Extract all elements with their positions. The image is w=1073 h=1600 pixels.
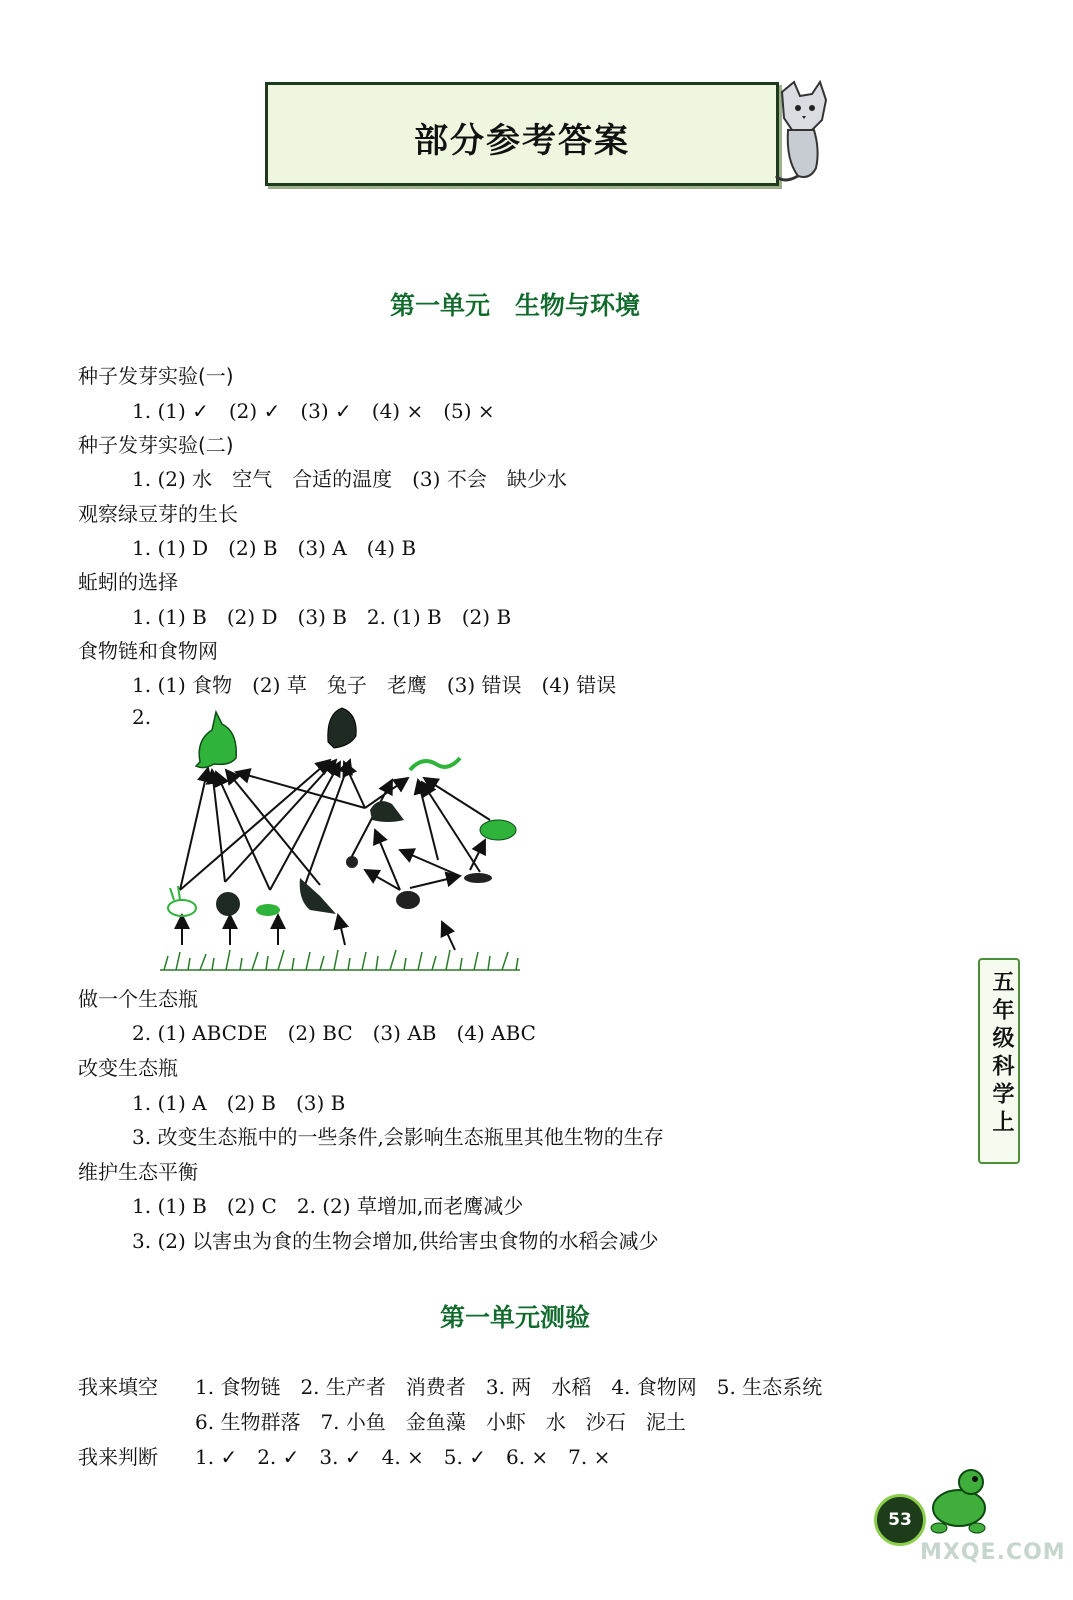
owl-icon: [328, 708, 356, 748]
judge-answers: 1. ✓ 2. ✓ 3. ✓ 4. × 5. ✓ 6. × 7. ×: [195, 1445, 611, 1469]
judge-label: 我来判断: [78, 1445, 158, 1469]
section-title: 观察绿豆芽的生长: [78, 502, 238, 526]
fill-blank-answers-line-1: 1. 食物链 2. 生产者 消费者 3. 两 水稻 4. 食物网 5. 生态系统: [195, 1375, 823, 1399]
food-web-diagram: [160, 700, 530, 980]
mouse-icon: [256, 904, 280, 916]
section-title: 蚯蚓的选择: [78, 570, 178, 594]
fill-blank-label: 我来填空: [78, 1375, 158, 1399]
spider-icon: [346, 856, 358, 868]
bird-icon: [370, 801, 404, 822]
title-banner: [265, 82, 779, 186]
section-title: 改变生态瓶: [78, 1056, 178, 1080]
turtle-mascot-icon: [915, 1462, 995, 1542]
section-title: 维护生态平衡: [78, 1160, 198, 1184]
squirrel-icon: [216, 892, 240, 916]
answer-line: 1. (1) B (2) D (3) B 2. (1) B (2) B: [132, 605, 512, 629]
page-title: 部分参考答案: [414, 121, 630, 161]
section-title: 食物链和食物网: [78, 639, 218, 663]
answer-line: 1. (1) ✓ (2) ✓ (3) ✓ (4) × (5) ×: [132, 399, 495, 423]
grade-subject-label: 五年级科学上: [989, 970, 1015, 1138]
rabbit-icon: [168, 886, 196, 916]
snake-icon: [410, 758, 460, 770]
answer-line: 1. (2) 水 空气 合适的温度 (3) 不会 缺少水: [132, 467, 567, 491]
answer-line: 1. (1) 食物 (2) 草 兔子 老鹰 (3) 错误 (4) 错误: [132, 673, 617, 697]
section-title: 做一个生态瓶: [78, 987, 198, 1011]
answer-line: 3. 改变生态瓶中的一些条件,会影响生态瓶里其他生物的生存: [132, 1125, 664, 1149]
fox-icon: [196, 712, 236, 768]
cricket-icon: [464, 873, 492, 883]
answer-line: 1. (1) A (2) B (3) B: [132, 1091, 346, 1115]
unit-1-test-heading: 第一单元测验: [439, 1303, 590, 1332]
answer-line: 3. (2) 以害虫为食的生物会增加,供给害虫食物的水稻会减少: [132, 1229, 659, 1253]
watermark: MXQE.COM: [920, 1540, 1066, 1565]
page-number: 53: [874, 1494, 926, 1546]
answer-line: 2. (1) ABCDE (2) BC (3) AB (4) ABC: [132, 1021, 536, 1045]
answer-line: 2.: [132, 705, 152, 729]
beetle-icon: [396, 891, 420, 909]
section-title: 种子发芽实验(二): [78, 433, 234, 457]
fill-blank-answers-line-2: 6. 生物群落 7. 小鱼 金鱼藻 小虾 水 沙石 泥土: [195, 1410, 686, 1434]
grade-subject-tab: [978, 958, 1020, 1164]
unit-1-heading: 第一单元 生物与环境: [389, 291, 640, 320]
answer-line: 1. (1) B (2) C 2. (2) 草增加,而老鹰减少: [132, 1194, 524, 1218]
section-title: 种子发芽实验(一): [78, 364, 234, 388]
cat-mascot-icon: [772, 80, 834, 192]
answer-line: 1. (1) D (2) B (3) A (4) B: [132, 536, 417, 560]
frog-icon: [480, 820, 516, 840]
grass-icon: [160, 950, 520, 970]
